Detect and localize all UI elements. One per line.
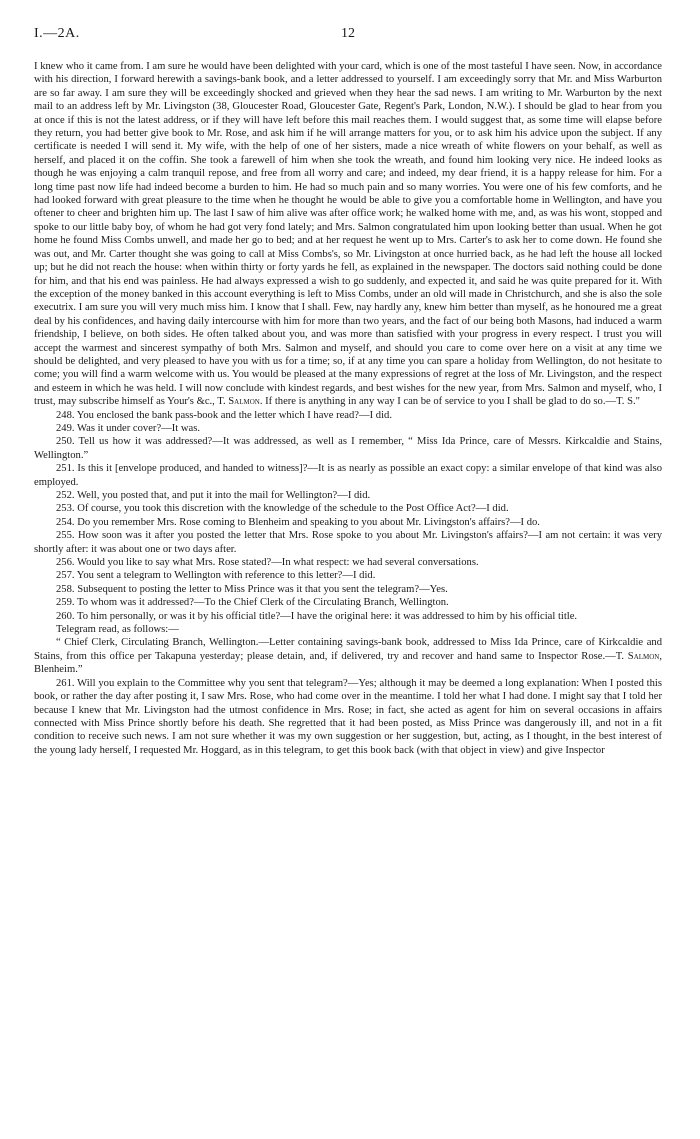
question-255: 255. How soon was it after you posted the letter that Mrs. Rose spoke to you about Mr. Livingston's affairs?—I am not certain: it was very shortly after: it was about one or two days after.	[34, 530, 662, 555]
question-250: 250. Tell us how it was addressed?—It was addressed, as well as I remember, “ Miss Ida Prince, care of Messrs. Kirkcaldie and Stains, Wellington.”	[34, 436, 662, 461]
telegram-signature: Salmon	[627, 650, 660, 662]
question-258: 258. Subsequent to posting the letter to Miss Prince was it that you sent the telegram?—Yes.	[56, 583, 448, 595]
question-248: 248. You enclosed the bank pass-book and the letter which I have read?—I did.	[56, 409, 392, 421]
document-body	[34, 60, 662, 757]
page-number: 12	[341, 26, 355, 41]
letter-tail: . If there is anything in any way I can be of service to you I shall be glad to do so.—T. S."	[259, 396, 640, 408]
page-header	[34, 26, 662, 52]
question-251: 251. Is this it [envelope produced, and handed to witness]?—It is as nearly as possible an exact copy: a similar envelope of that kind was also employed.	[34, 463, 662, 488]
question-257: 257. You sent a telegram to Wellington with reference to this letter?—I did.	[56, 570, 376, 582]
question-259: 259. To whom was it addressed?—To the Chief Clerk of the Circulating Branch, Wellington.	[56, 597, 449, 609]
letter-paragraph	[34, 60, 662, 409]
paper-reference: I.—2A.	[34, 26, 80, 41]
question-253: 253. Of course, you took this discretion with the knowledge of the schedule to the Post Office Act?—I did.	[56, 503, 509, 515]
letter-signature: Salmon	[228, 396, 260, 408]
telegram-intro: Telegram read, as follows:—	[56, 624, 179, 636]
question-254: 254. Do you remember Mrs. Rose coming to Blenheim and speaking to you about Mr. Livingston's affairs?—I do.	[56, 516, 540, 528]
question-261: 261. Will you explain to the Committee why you sent that telegram?—Yes; although it may be deemed a long explanation: When I posted this book, or rather the day after posting it, I saw Mrs. Rose, who had come over in the meantime. I told her what I had done. I might say that I told her because I knew that Mr. Livingston had the utmost confidence in Mrs. Rose; in fact, she acted as agent for him on several occasions in affairs connected with Miss Prince shortly before his death. She regretted that it had been posted, as Miss Prince was dangerously ill, and not in a fit condition to receive such news. I am not sure whether it was my own suggestion or her suggestion, but, acting, as I thought, in the best interest of the young lady herself, I requested Mr. Hoggard, as in this telegram, to get this book back (with that object in view) and give Inspector	[34, 677, 662, 756]
letter-text: I knew who it came from. I am sure he would have been delighted with your card, which is one of the most tasteful I have seen. Now, in accordance with his direction, I forward herewith a savings-bank book, and a letter addressed to yourself. I am exceedingly sorry that Mr. and Miss Warburton are so far away. I am sure they will be exceedingly shocked and grieved when they hear the sad news. I am writing to Mr. Warburton by the next mail to an address left by Mr. Livingston (38, Gloucester Road, Gloucester Gate, Regent's Park, London, N.W.). I should be glad to hear from you at once if this is not the latest address, or if they will have left before this mail reaches them. I would suggest that, as some time will elapse before they return, you had better give book to Mr. Rose, and ask him if he will arrange matters for you, or to ask him his advice upon the subject. If any certificate is needed I will send it. My wife, with the help of one of her sisters, made a nice wreath of white flowers on your behalf, as well as herself, and placed it on the coffin. She took a farewell of him when she took the wreath, and found him looking very nice. He indeed looks as though he was enjoying a calm tranquil repose, and free from all worry and care; and indeed, my dear friend, it is a happy release for him. For a long time past now life had indeed become a burden to him. He had so much pain and so many worries. You were one of his few comforts, and he had looked forward with great pleasure to the time when he thought he would be able to give you a comfortable home in Wellington, and have you oftener to cheer and brighten him up. The last I saw of him alive was after office work; he walked home with me, and, as was his wont, stopped and spoke to our little baby boy, of whom he had got very fond lately; and Mrs. Salmon congratulated him upon looking better than usual. When he got home he found Miss Combs unwell, and made her go to bed; and at her request he went up to Mrs. Carter's to ask her to come down. He found she was out, and Mr. Carter thought she was going to call at Miss Combs's, so Mr. Livingston at once hurried back, as he had left the house all locked up; but he did not reach the house: when within thirty or forty yards he fell, as explained in the newspaper. The doctors said nothing could be done for him, and that his end was painless. He had always expressed a wish to go suddenly, and expected it, and said he was quite prepared for it. With the exception of the money banked in this account everything is left to Miss Combs, under an old will made in Christchurch, and she is also the sole executrix. I am sure you will very much miss him. I know that I shall. Few, nay hardly any, knew him better than myself, as he honoured me a great deal by his confidences, and having daily intercourse with him for more than two years, and the fact of our being both Masons, had induced a warm friendship, I believe, on both sides. He often talked about you, and was more than satisfied with your progress in every respect. I trust you will accept the warmest and sincerest sympathy of both Mrs. Salmon and myself, and should you care to come over here on a visit at any time we should be delighted, and very pleased to have you with us for a time; so, if at any time you can spare a holiday from Wellington, do not hesitate to come; you will find a warm welcome with us. You would be pleased at the many expressions of regret at the loss of Mr. Livingston, and the respect and esteem in which he was held. I will now conclude with kindest regards, and best wishes for the new year, from Mrs. Salmon and myself, who, I trust, may subscribe himself as Your's &c., T.	[34, 61, 662, 408]
question-256: 256. Would you like to say what Mrs. Rose stated?—In what respect: we had several conversations.	[56, 557, 479, 569]
telegram-text: “ Chief Clerk, Circulating Branch, Wellington.—Letter containing savings-bank book, addressed to Miss Ida Prince, care of Kirkcaldie and Stains, from this office per Takapuna yesterday; please detain, and, if delivered, try and recover and hand same to Inspector Rose.—T.	[34, 637, 662, 662]
telegram-tail: , Blenheim.”	[34, 650, 663, 676]
telegram-paragraph	[34, 636, 662, 676]
question-252: 252. Well, you posted that, and put it into the mail for Wellington?—I did.	[56, 490, 371, 501]
question-249: 249. Was it under cover?—It was.	[56, 422, 200, 434]
question-260: 260. To him personally, or was it by his official title?—I have the original here: it was addressed to him by his official title.	[56, 610, 578, 622]
